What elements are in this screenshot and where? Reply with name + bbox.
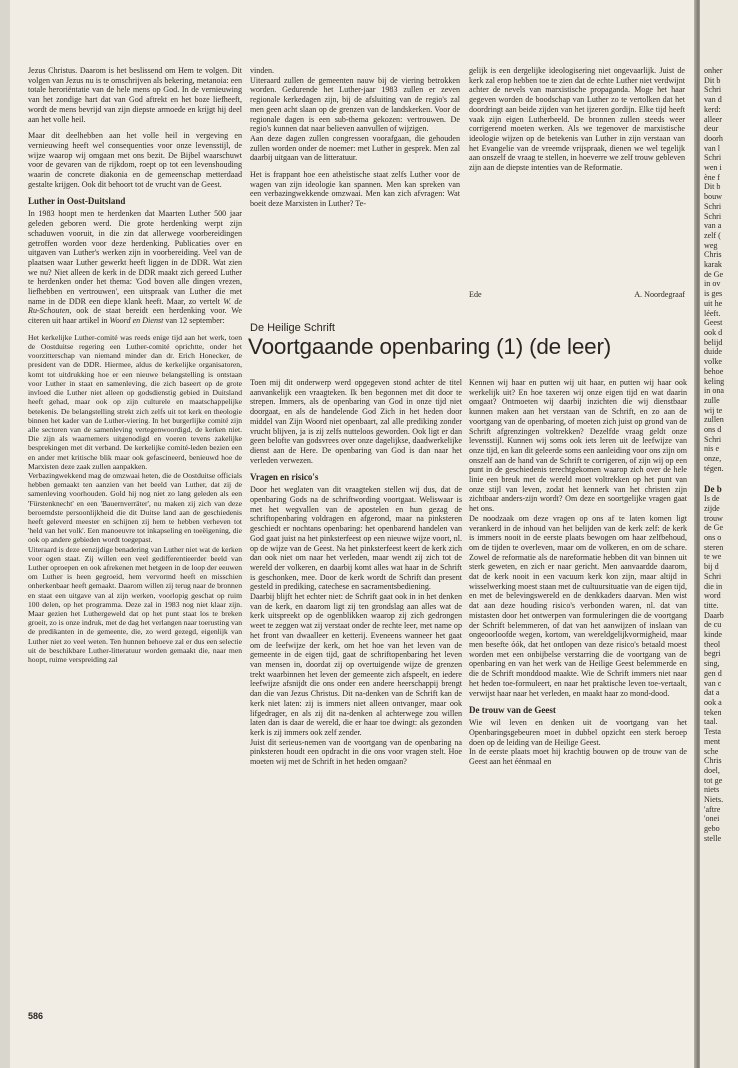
adjacent-page-line: Daarb <box>704 610 724 620</box>
adjacent-page-line: deur <box>704 124 719 134</box>
adjacent-page-line: ène f <box>704 172 720 182</box>
column-middle-bottom <box>250 378 462 774</box>
adjacent-page-line: van c <box>704 678 722 688</box>
adjacent-page-line: wij te <box>704 405 723 415</box>
quote-paragraph: Verbazingwekkend mag de omzwaai heten, die de Oostduitse officials hebben gemaakt ten aanzien van het beeld van Luther, dat zij de samenleving voorhouden. Gold hij nog niet zo lang geleden als een 'Fürstenknecht' en een 'Bauernverräter', nu maken zij zich van deze beroemdste persoonlijkheid die dit Duitse land aan de geschiedenis heeft geleverd meester en schijnen zij hem te hebben verheven tot 'held van het volk'. Een manoeuvre tot inkapseling en toeëigening, die ook op andere gebieden wordt toegepast. <box>28 470 242 545</box>
paragraph: gelijk is een dergelijke ideologisering niet ongevaarlijk. Juist de kerk zal erop hebben toe te zien dat de echte Luther niet verdwijnt achter de nevels van marxistische propaganda. Moge het haar gegeven worden de boodschap van Luther zo te vertolken dat het doordringt aan beide zijden van het ijzeren gordijn. Elke tijd heeft vaak zijn eigen Lutherbeeld. De bronnen zullen steeds weer corrigerend moeten werken. Als we tegenover de marxistische ideologie wijzen op de betekenis van Luther in zijn verstaan van het Evangelie van de vreemde vrijspraak, dienen we wel tegelijk aan onszelf de vraag te stellen, in hoeverre we zelf trouw gebleven zijn aan de diepste intenties van de Reformatie. <box>469 66 685 173</box>
adjacent-page-line: ons o <box>704 533 722 543</box>
adjacent-page-line: karak <box>704 260 722 270</box>
adjacent-page-edge <box>700 0 738 1068</box>
adjacent-page-line: de cu <box>704 620 722 630</box>
adjacent-page-line: de Ge <box>704 269 724 279</box>
adjacent-page-line: doel, <box>704 765 720 775</box>
paragraph: Uiteraard zullen de gemeenten nauw bij de viering betrokken worden. Gedurende het Luther-jaar 1983 zullen er zeven regionale kerkedagen zijn, bij de afsluiting van de regio's zal men geen acht slaan op de grenzen van de landskerken. Voor de regionale dagen is een sub-thema gekozen: vertrouwen. De regio's kunnen dat naar believen aanvullen of wijzigen. <box>250 75 460 134</box>
adjacent-page-line: sing, <box>704 659 720 669</box>
adjacent-page-line: 'onei <box>704 814 720 824</box>
quote-paragraph: Het kerkelijke Luther-comité was reeds enige tijd aan het werk, toen de Oostduitse regering een Luther-comité oprichtte, onder het voorzitterschap van niemand minder dan dr. Erich Honecker, de president van de DDR. Hiermee, aldus de kerkelijke organisatoren, komt tot uitdrukking hoe er een nieuwe belangstelling is ontstaan voor Luther in staat en samenleving, die zich baseert op de grote invloed die Luther niet alleen op godsdienstig gebied in Duitsland heeft gehad, maar ook op zijn culturele en maatschappelijke betekenis. De belangstelling strekt zich zelfs uit tot kerk en theologie binnen het kader van de Luther-viering. In het burgerlijke comité zijn alle sectoren van de samenleving vertegenwoordigd, de kerken niet. Die zijn als waarnemers uitgenodigd en voeren tevens zakelijke besprekingen met dit verband. De kerkelijke comité-leden bezien een en ander met kritische blik maar ook gefascineerd, benieuwd hoe de Marxisten deze zaak zullen aanpakken. <box>28 332 242 471</box>
adjacent-page-line: van d <box>704 95 722 105</box>
section-heading: Luther in Oost-Duitsland <box>28 196 126 207</box>
page-number: 586 <box>28 1011 44 1021</box>
adjacent-page-lines <box>700 494 738 843</box>
adjacent-page-line: zijde <box>704 503 720 513</box>
adjacent-page-line: van a <box>704 221 722 231</box>
adjacent-page-line: Schri <box>704 434 722 444</box>
adjacent-page-line: Schri <box>704 211 722 221</box>
adjacent-page-line: ment <box>704 736 721 746</box>
adjacent-page-line: Schri <box>704 85 722 95</box>
adjacent-page-line: tot ge <box>704 775 723 785</box>
paragraph: In de eerste plaats moet hij krachtig bouwen op de trouw van de Geest aan het éénmaal en <box>469 747 687 767</box>
adjacent-page-line: in ov <box>704 279 721 289</box>
adjacent-page-line: nis e <box>704 444 720 454</box>
adjacent-page-line: kerd: <box>704 104 721 114</box>
adjacent-page-line: uit he <box>704 298 723 308</box>
adjacent-page-line: zelf ( <box>704 230 721 240</box>
adjacent-page-line: volke <box>704 357 722 367</box>
adjacent-page-line: van l <box>704 143 720 153</box>
adjacent-page-line: tégen. <box>704 463 724 473</box>
adjacent-page-line: zullen <box>704 415 724 425</box>
adjacent-page-line: Niets. <box>704 795 724 805</box>
paragraph: Kennen wij haar en putten wij uit haar, en putten wij haar ook werkelijk uit? En hoe taxeren wij onze eigen tijd en wat daarin omgaat? Ontmoeten wij daarbij inzichten die wij dienstbaar kunnen maken aan het verstaan van de Schrift, en zo aan de voortgang van de openbaring, of moeten zich juist op grond van de Schrift afgrenzingen voltrekken? Dezelfde vraag geldt onze levensstijl. Kunnen wij soms ook iets leren uit de leefwijze van onze tijd, en kan dit geleerde soms een aanleiding voor ons zijn om onszelf aan de hand van de Schrift te corrigeren, of zijn wij op een punt in de geschiedenis terechtgekomen waarop zich over de hele linie een breuk met de wereld moet voltrekken op het punt van onze stijl van leven, zodat het kennerk van het christen zijn zichtbaar anders-zijn wordt? Om deze en soortgelijke vragen gaat het ons. <box>469 378 687 514</box>
paragraph: Het is frappant hoe een atheïstische staat zelfs Luther voor de wagen van zijn ideologie kan spannen. Men kan spreken van een verbazingwekkende omzwaai. Men kan zich afvragen: Wat boeit deze Marxisten in Luther? Te- <box>250 170 460 209</box>
column-right-bottom <box>469 378 687 774</box>
adjacent-page-line: teken <box>704 707 722 717</box>
section-heading: De trouw van de Geest <box>469 705 556 716</box>
adjacent-page-line: behoe <box>704 366 724 376</box>
signature-place: Ede <box>469 290 482 299</box>
paragraph: Toen mij dit onderwerp werd opgegeven stond achter de titel aanvankelijk een vraagteken. Ik ben begonnen met dit door te strepen. Immers, als de openbaring van God in onze tijd niet doorgaat, en als de handelende God Zich in het heden door middel van Zijn Woord niet openbaart, zal alle prediking zonder vrucht blijven, ja is zij zelfs nutteloos geworden. Ook ligt er dan geen belofte van godsvrees over onze dagelijkse, daadwerkelijke dienst aan de Here. De openbaring van God is dan naar het verleden verwezen. <box>250 378 462 465</box>
adjacent-page-line: bij d <box>704 562 719 572</box>
adjacent-page-line: gen d <box>704 668 722 678</box>
adjacent-page-line: word <box>704 591 721 601</box>
adjacent-page-line: léeft. <box>704 308 721 318</box>
adjacent-page-line: onher <box>704 66 723 75</box>
adjacent-page-line: Testa <box>704 727 721 737</box>
paragraph: Jezus Christus. Daarom is het beslissend om Hem te volgen. Dit volgen van Jezus nu is te omschrijven als bekering, metanoia: een totale heroriëntatie van de hele mens op God. In de vernieuwing van het zondige hart dat van God aftrekt en het boze liefheeft, wordt de mens bevrijd van zijn diepste armoede en krijgt hij deel aan het volle heil. <box>28 66 242 124</box>
adjacent-page-line: Chris <box>704 756 722 766</box>
adjacent-page-line: doorh <box>704 133 723 143</box>
paragraph: Maar dit deelhebben aan het volle heil in vergeving en vernieuwing heeft wel consequenties voor onze levensstijl, de wijze waarop wij omgaan met ons bezit. De Bijbel waarschuwt voor de gevaren van de rijkdom, roept op tot een levenshouding waarin de concrete diakonia en de gemeenschap metterdaad gestalte krijgen. Ook dit behoort tot de vrucht van de Geest. <box>28 131 242 189</box>
paragraph: vinden. <box>250 66 275 75</box>
paragraph: Daarbij blijft het echter niet: de Schrift gaat ook in in het denken van de kerk, en daarom ligt zij ten grondslag aan alles wat de kerk uitspreekt op de ogenblikken waarop zij zich gedrongen weet te zeggen wat zij verstaat onder de rechte leer, met name op het front van dwaalleer en ketterij. Eveneens wanneer het gaat om de leefwijze der kerk, om het hoe van het leven van de gemeente in de eigen tijd, gaat de schriftopenbaring het leven van mensen in, doordat zij op overtuigende wijze de grenzen trekt waarbinnen het leven der gemeente zich afspeelt, en iedere leefwijze afsnijdt die ons onder een andere heerschappij brengt dan die van Jezus Christus. Dit na-denken van de Schrift kan de kerk niet laten: zij is immers niet alleen ontvanger, maar ook lifgedrager, en als zij dit na-denken al achterwege zou willen laten dan is daar de wereld, die er haar toe dwingt: als gezonden kerk is zij immers ook zelf zender. <box>250 592 462 737</box>
adjacent-page-line: de Ge <box>704 523 724 533</box>
adjacent-page-line: Geest <box>704 318 723 328</box>
paragraph: In 1983 hoopt men te herdenken dat Maarten Luther 500 jaar geleden geboren werd. Die grote herdenking werpt zijn schaduwen vooruit, in die zin dat allerwege voorbereidingen getroffen worden voor deze herdenking. Publicaties over en uitgaven van Luther's werken zijn in voorbereiding. Veel van de plaatsen waar Luther gewerkt heeft liggen in de DDR. Wat zien we nu? Niet alleen de kerk in de DDR maakt zich gereed Luther te herdenken onder het thema: 'God boven alle dingen vrezen, liefhebben en vertrouwen', een uitspraak van Luther die met name in de DDR een diepe klank heeft. Maar, zo vertelt W. de Ru-Schouten, ook de staat bereidt een herdenking voor. We citeren uit haar artikel in Woord en Dienst van 12 september: <box>28 209 242 326</box>
adjacent-page-line: te we <box>704 552 722 562</box>
adjacent-page-heading: De b <box>704 483 722 494</box>
adjacent-page-line: steren <box>704 542 724 552</box>
adjacent-page-line: Is de <box>704 494 720 504</box>
adjacent-page-line: Schri <box>704 201 722 211</box>
paragraph: De noodzaak om deze vragen op ons af te laten komen ligt verankerd in de inhoud van het belijden van de kerk zelf: de kerk is immers nooit in de eerste plaats bewogen om haar zelfbehoud, om de tijden te overleven, maar om de volkeren, en om de schare. Zowel de reformatie als de nareformatie hebben dit van binnen uit sterk geweten, en zich er naar gericht. Men aanvaardde daarom, dat de kerk nooit in een vacuum kerk kon zijn, maar altijd in wisselwerking moest staan met de cultuursituatie van de eigen tijd, en met de belevingswereld en de denkkaders daarvan. Men wist dat aan deze houding risico's verbonden waren, nl. dat van mistasten door het ontwerpen van formuleringen die de voortgang der Schrift belemmeren, of dat van het aanwijzen of inslaan van ongeoorloofde wegen, kortom, van wereldgelijkvormigheid, maar men besefte óók, dat het ontlopen van deze risico's betaald moest worden met een onbijbelse verstarring die de voortgang van de openbaring en van het werk van de Heilige Geest belemmerde en die de Schrift monddood maakte. Wie de Schrift immers niet naar het heden toe-formuleert, en naar het praktische leven toe-vertaalt, verwijst haar naar het verleden, en maakt haar zo mond-dood. <box>469 513 687 698</box>
paragraph: Door het weglaten van dit vraagteken stellen wij dus, dat de openbaring Gods na de schriftwording voortgaat. Weliswaar is met het wegvallen van de apostelen en hun gezag de schriftopenbaring voldragen en afgerond, maar na pinksteren geschiedt er nochtans openbaring: het openbarend handelen van God gaat juist na het pinksterfeest op een nieuwe wijze voort, nl. op de wijze van de Geest. Na het pinksterfeest keert de kerk zich dan ook niet om naar het verleden, maar wendt zij zich tot de wereld der volkeren, en daarbij komt alles wat haar in de Schrift is geschonken, mee. Door de kerk wordt de Schrift dan present gesteld in prediking, catechese en sacramentsbediening. <box>250 485 462 592</box>
adjacent-page-line: 'aftre <box>704 804 721 814</box>
adjacent-page-line: Dit b <box>704 75 721 85</box>
adjacent-page-line: ook d <box>704 327 723 337</box>
quoted-block <box>28 333 242 664</box>
adjacent-page-line: keling <box>704 376 725 386</box>
adjacent-page-line: Chris <box>704 250 722 260</box>
adjacent-page-line: wen i <box>704 163 722 173</box>
quote-paragraph: Uiteraard is deze eenzijdige benadering van Luther niet wat de kerken voor ogen staat. Zij willen een veel gedifferentieerder beeld van Luther oproepen en ook afrekenen met hetgeen in de loop der eeuwen om Luther is heen gegroeid, hem vervormd heeft en misschien onherkenbaar heeft gemaakt. Daarom willen zij terug naar de bronnen en staat een uitgave van al zijn werken, voorlopig geschat op ruim 100 delen, op het programma. Deze zal in 1983 nog niet klaar zijn. Maar gezien het Luthergeweld dat op het punt staat los te breken groeit, zo is onze indruk, met de dag het verlangen naar toerusting van de predikanten in de gemeente, die, zo werd gezegd, eigenlijk van Luther niet zo veel weten. Ten hunnen behoeve zal er dus een selectie uit de beschikbare Luther-litteratuur worden gemaakt die, naar men hoopt, ruime verspreiding zal <box>28 544 242 664</box>
column-right-top <box>469 66 685 180</box>
paragraph: Juist dit serieus-nemen van de voortgang van de openbaring na pinksteren houdt een opdracht in die ons voor vragen stelt. Hoe moeten wij met de Schrift in het heden omgaan? <box>250 737 462 767</box>
adjacent-page-line: Dit b <box>704 182 721 192</box>
adjacent-page-line: onze, <box>704 454 722 464</box>
adjacent-page-line: belijd <box>704 337 723 347</box>
adjacent-page-line: alleer <box>704 114 722 124</box>
adjacent-page-line: niets <box>704 785 720 795</box>
adjacent-page-line: dat a <box>704 688 720 698</box>
adjacent-page-line: theol <box>704 639 721 649</box>
adjacent-page-line: die in <box>704 581 723 591</box>
signature-author: A. Noordegraaf <box>634 290 685 299</box>
adjacent-page-line: in ona <box>704 386 725 396</box>
adjacent-page-line: gebo <box>704 824 720 834</box>
article-kicker: De Heilige Schrift <box>250 322 335 334</box>
column-left <box>28 66 242 664</box>
adjacent-page-line: begri <box>704 649 721 659</box>
adjacent-page-line: trouw <box>704 513 723 523</box>
paragraph: Wie wil leven en denken uit de voortgang van het Openbaringsgebeuren moet in dubbel opzicht een sterk beroep doen op de leiding van de Heilige Geest. <box>469 718 687 747</box>
adjacent-page-line: ook a <box>704 698 722 707</box>
adjacent-page-line: sche <box>704 746 719 756</box>
adjacent-page-line: duide <box>704 347 722 357</box>
adjacent-page-line: bouw <box>704 192 722 202</box>
adjacent-page-line: kinde <box>704 630 722 640</box>
column-middle-top <box>250 66 460 216</box>
adjacent-page-line: ons d <box>704 425 722 435</box>
adjacent-page-line: Schri <box>704 153 722 163</box>
adjacent-page-line: zulle <box>704 395 720 405</box>
adjacent-page-line: is ges <box>704 289 723 299</box>
author-signature <box>469 290 685 299</box>
adjacent-page-line: stelle <box>704 833 722 843</box>
paragraph: Aan deze dagen zullen congressen voorafgaan, die gehouden zullen worden onder de noemer: met Luther in gesprek. Men zal daarbij uitgaan van de litteratuur. <box>250 133 460 163</box>
adjacent-page-line: weg <box>704 240 718 250</box>
adjacent-page-lines <box>700 66 738 474</box>
adjacent-page-line: taal. <box>704 717 718 727</box>
article-title: Voortgaande openbaring (1) (de leer) <box>248 334 612 359</box>
section-heading: Vragen en risico's <box>250 472 319 483</box>
adjacent-page-line: titte. <box>704 600 719 610</box>
adjacent-page-line: Schri <box>704 571 722 581</box>
